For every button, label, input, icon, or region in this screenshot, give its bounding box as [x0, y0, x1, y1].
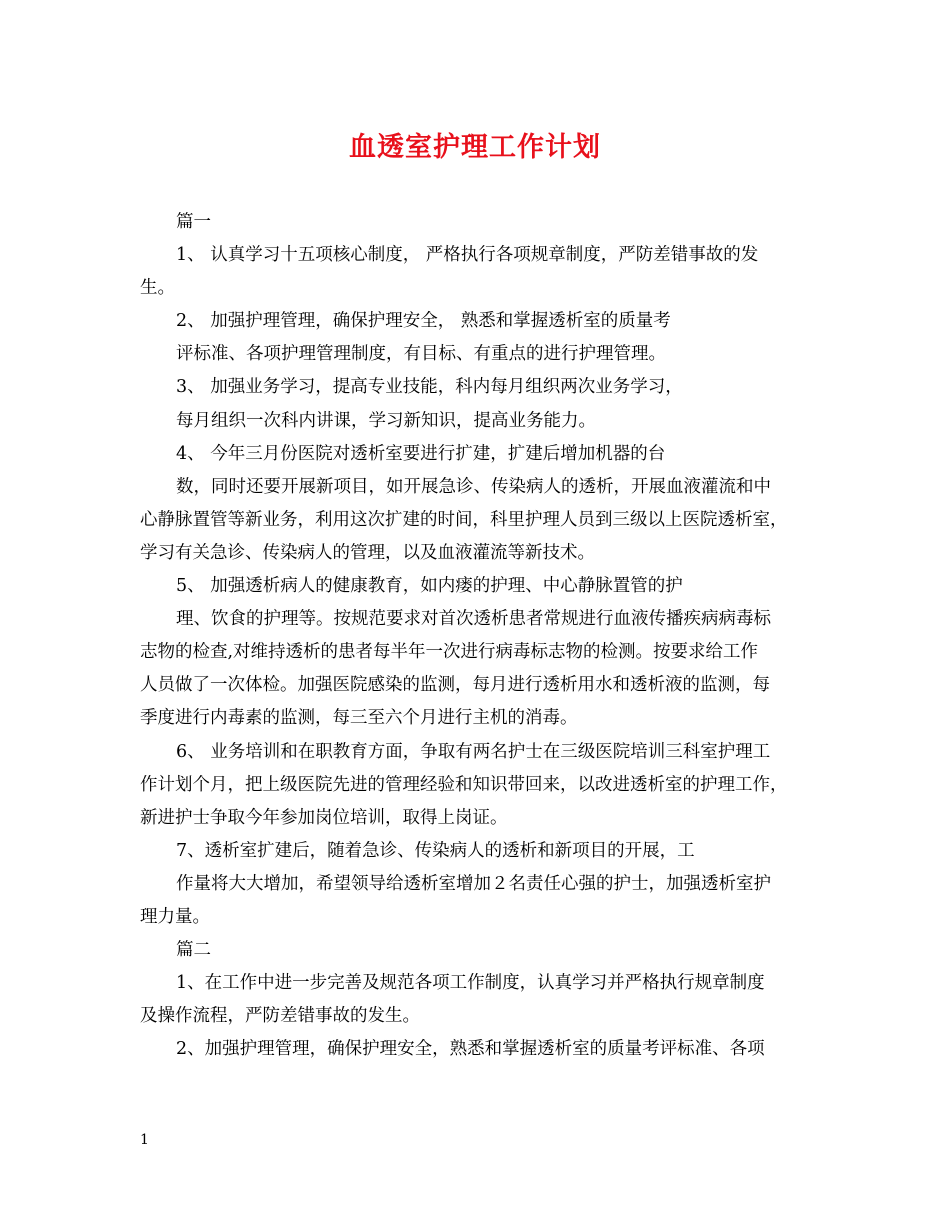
body-text-line: 理、饮食的护理等。按规范要求对首次透析患者常规进行血液传播疾病病毒标: [176, 609, 771, 630]
body-text-line: 3、 加强业务学习，提高专业技能，科内每月组织两次业务学习，: [176, 377, 683, 398]
body-text-line: 理力量。: [140, 906, 210, 927]
document-body: [140, 206, 812, 1066]
document-title: 血透室护理工作计划: [349, 132, 601, 163]
body-text-line: 学习有关急诊、传染病人的管理，以及血液灌流等新技术。: [140, 542, 595, 563]
body-text-line: 心静脉置管等新业务，利用这次扩建的时间，科里护理人员到三级以上医院透析室，: [140, 509, 788, 530]
body-text-line: 篇二: [176, 940, 211, 961]
body-text-line: 1、在工作中进一步完善及规范各项工作制度，认真学习并严格执行规章制度: [176, 973, 765, 994]
body-text-line: 2、 加强护理管理，确保护理安全， 熟悉和掌握透析室的质量考: [176, 311, 671, 332]
body-text-line: 6、 业务培训和在职教育方面，争取有两名护士在三级医院培训三科室护理工: [176, 741, 771, 762]
body-text-line: 评标准、各项护理管理制度，有目标、有重点的进行护理管理。: [176, 344, 666, 365]
body-text-line: 5、 加强透析病人的健康教育，如内瘘的护理、中心静脉置管的护: [176, 576, 683, 597]
page-number: 1: [140, 1132, 149, 1148]
body-text-line: 志物的检查,对维持透析的患者每半年一次进行病毒标志物的检测。按要求给工作: [140, 642, 759, 663]
body-text-line: 篇一: [176, 212, 211, 232]
body-text-line: 2、加强护理管理，确保护理安全，熟悉和掌握透析室的质量考评标准、各项: [176, 1039, 765, 1060]
body-text-line: 人员做了一次体检。加强医院感染的监测，每月进行透析用水和透析液的监测，每: [140, 675, 770, 696]
body-text-line: 1、 认真学习十五项核心制度， 严格执行各项规章制度，严防差错事故的发: [176, 245, 759, 266]
body-text-line: 每月组织一次科内讲课，学习新知识，提高业务能力。: [176, 410, 596, 431]
body-text-line: 新进护士争取今年参加岗位培训，取得上岗证。: [140, 807, 508, 828]
body-text-line: 季度进行内毒素的监测，每三至六个月进行主机的消毒。: [140, 708, 578, 729]
body-text-line: 4、 今年三月份医院对透析室要进行扩建，扩建后增加机器的台: [176, 443, 666, 464]
body-text-line: 作计划个月，把上级医院先进的管理经验和知识带回来，以改进透析室的护理工作，: [140, 774, 788, 795]
body-text-line: 及操作流程，严防差错事故的发生。: [140, 1006, 420, 1027]
body-text-line: 7、透析室扩建后，随着急诊、传染病人的透析和新项目的开展，工: [176, 840, 695, 861]
body-text-line: 作量将大大增加，希望领导给透析室增加２名责任心强的护士，加强透析室护: [176, 873, 771, 894]
body-text-line: 数，同时还要开展新项目，如开展急诊、传染病人的透析，开展血液灌流和中: [176, 476, 771, 497]
body-text-line: 生。: [140, 278, 175, 299]
